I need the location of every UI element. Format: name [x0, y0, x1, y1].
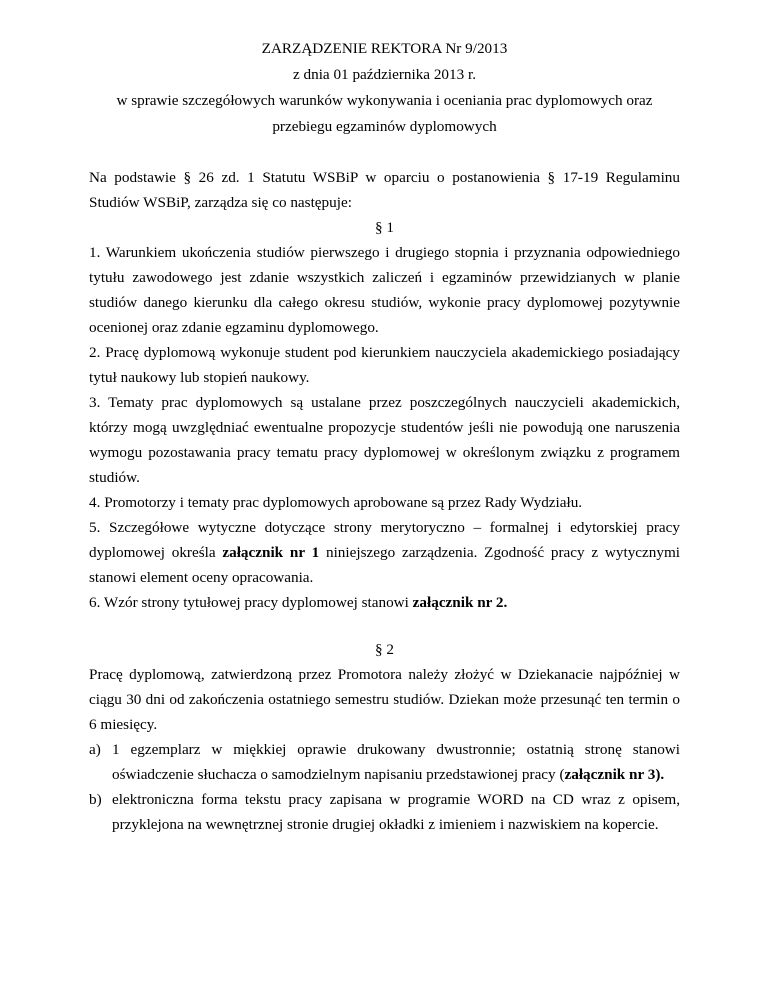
section-1-item-1: 1. Warunkiem ukończenia studiów pierwszego i drugiego stopnia i przyznania odpowiedniego tytułu zawodowego jest zdanie wszystkich zaliczeń i egzaminów przewidzianych w planie studiów danego kierunku dla całego okresu studiów, wykonie pracy dyplomowej pozytywnie ocenionej oraz zdanie egzaminu dyplomowego.	[89, 244, 680, 336]
list-marker-a: a)	[89, 741, 101, 758]
list-item-b	[89, 787, 680, 837]
section-1-item-2: 2. Pracę dyplomową wykonuje student pod kierunkiem nauczyciela akademickiego posiadający tytuł naukowy lub stopień naukowy.	[89, 344, 680, 386]
item-5-text-start: 5. Szczegółowe wytyczne dotyczące strony merytoryczno – formalnej i edytorskiej pracy dyplomowej określa	[89, 519, 680, 561]
document-title: ZARZĄDZENIE REKTORA Nr 9/2013	[261, 40, 508, 57]
section-2-list	[89, 737, 680, 837]
document-subject-line-2: przebiegu egzaminów dyplomowych	[272, 118, 497, 135]
list-marker-b: b)	[89, 791, 102, 808]
intro-paragraph: Na podstawie § 26 zd. 1 Statutu WSBiP w oparciu o postanowienia § 17-19 Regulaminu Studiów WSBiP, zarządza się co następuje:	[89, 169, 680, 211]
section-2-heading: § 2	[375, 641, 394, 658]
section-1-item-3: 3. Tematy prac dyplomowych są ustalane przez poszczególnych nauczycieli akademickich, którzy mogą uwzględniać ewentualne propozycje studentów jeśli nie powodują one naruszenia wymogu pozostawania pracy tematu pracy dyplomowej w określonym związku z programem studiów.	[89, 394, 680, 486]
list-item-a-text: 1 egzemplarz w miękkiej oprawie drukowany dwustronnie; ostatnią stronę stanowi oświadczenie słuchacza o samodzielnym napisaniu przedstawionej pracy (	[112, 741, 680, 783]
item-6-attachment-ref: załącznik nr 2.	[412, 594, 508, 611]
list-item-a-attachment-ref: załącznik nr 3).	[564, 766, 665, 783]
section-2-intro: Pracę dyplomową, zatwierdzoną przez Promotora należy złożyć w Dziekanacie najpóźniej w ciągu 30 dni od zakończenia ostatniego semestru studiów. Dziekan może przesunąć ten termin o 6 miesięcy.	[89, 666, 680, 733]
section-1-item-6	[89, 590, 680, 615]
section-1-item-5	[89, 515, 680, 590]
document-subject-line-1: w sprawie szczegółowych warunków wykonywania i oceniania prac dyplomowych oraz	[116, 92, 653, 109]
document-date: z dnia 01 października 2013 r.	[292, 66, 477, 83]
list-item-b-text: elektroniczna forma tekstu pracy zapisana w programie WORD na CD wraz z opisem, przyklejona na wewnętrznej stronie drugiej okładki z imieniem i nazwiskiem na kopercie.	[112, 791, 680, 833]
list-item-a	[89, 737, 680, 787]
document-header	[89, 36, 680, 140]
item-6-text-start: 6. Wzór strony tytułowej pracy dyplomowej stanowi	[89, 594, 413, 611]
section-1-body	[89, 240, 680, 615]
item-5-text-end: niniejszego zarządzenia. Zgodność pracy z wytycznymi stanowi element oceny opracowania.	[89, 544, 680, 586]
section-1-heading: § 1	[375, 219, 394, 236]
item-5-attachment-ref: załącznik nr 1	[222, 544, 320, 561]
section-1-item-4: 4. Promotorzy i tematy prac dyplomowych aprobowane są przez Rady Wydziału.	[89, 494, 583, 511]
